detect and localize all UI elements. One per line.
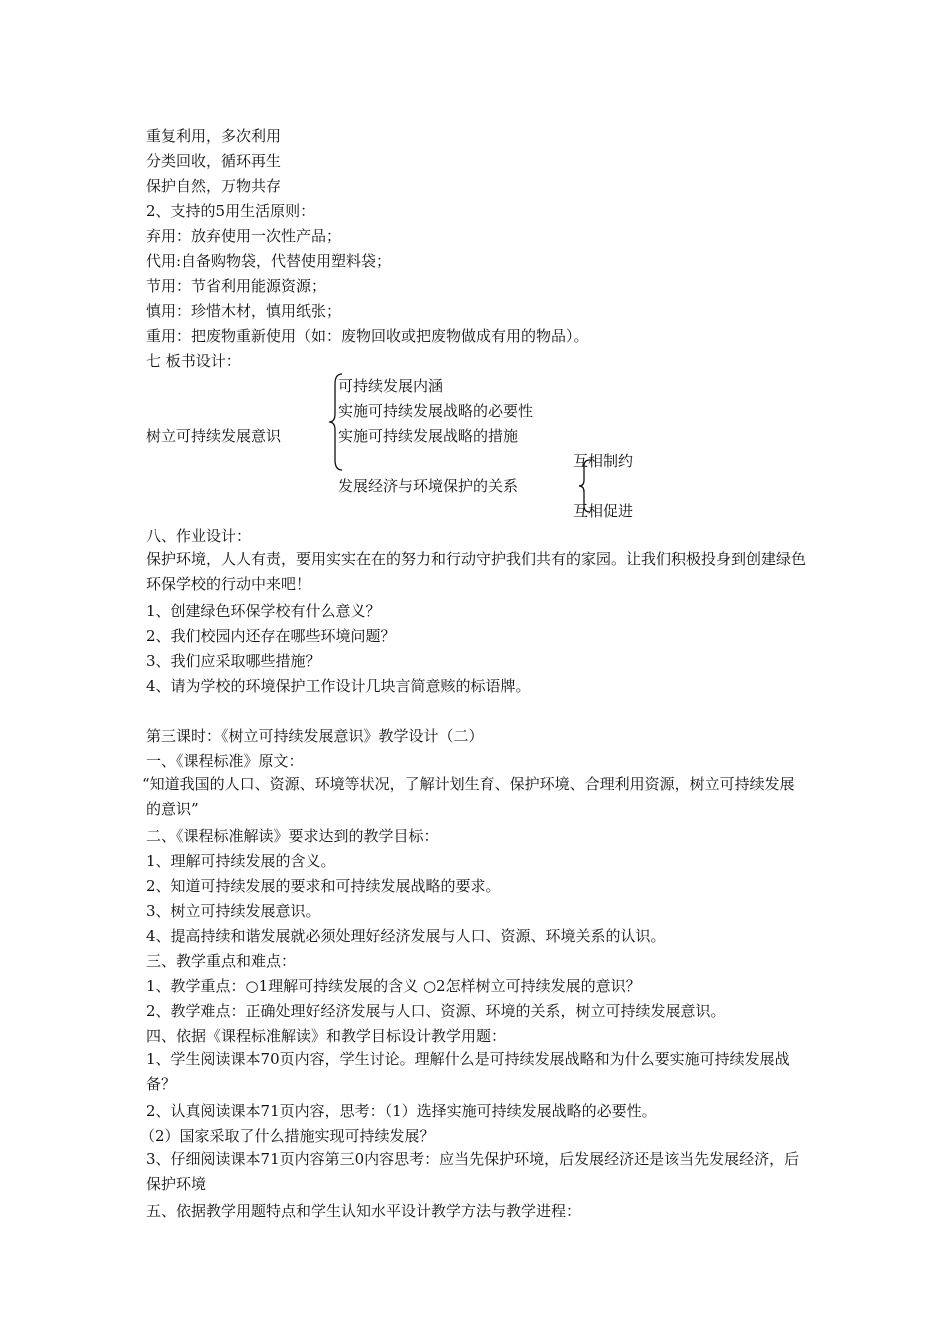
board-title: 七 板书设计：	[146, 352, 241, 370]
text-line: 分类回收，循环再生	[146, 152, 282, 170]
standard-quote: “知道我国的人口、资源、环境等状况，了解计划生育、保护环境、合理利用资源，树立可持续发展的意识”	[142, 775, 795, 818]
principle-item: 代用:自备购物袋，代替使用塑料袋；	[146, 252, 392, 270]
section-heading: 五、依据教学用题特点和学生认知水平设计教学方法与教学进程：	[146, 1202, 582, 1220]
homework-question: 2、我们校园内还存在哪些环境问题？	[146, 627, 396, 645]
task-item: 1、学生阅读课本70页内容，学生讨论。理解什么是可持续发展战略和为什么要实施可持续发展战备？	[146, 1050, 790, 1093]
homework-intro: 保护环境，人人有责，要用实实在在的努力和行动守护我们共有的家园。让我们积极投身到创建绿色环保学校的行动中来吧！	[146, 550, 807, 593]
task-item: （2）国家采取了什么措施实现可持续发展？	[140, 1127, 435, 1145]
principle-item: 弃用：放弃使用一次性产品；	[146, 227, 342, 245]
objective-item: 1、理解可持续发展的含义。	[146, 852, 336, 870]
homework-question: 1、创建绿色环保学校有什么意义？	[146, 602, 381, 620]
lesson-title: 第三课时：《树立可持续发展意识》教学设计（二）	[146, 727, 484, 745]
board-item: 可持续发展内涵	[338, 377, 444, 395]
board-item: 实施可持续发展战略的措施	[338, 427, 519, 445]
board-sub-item: 互相制约	[573, 452, 634, 470]
principle-item: 节用：节省利用能源资源；	[146, 277, 327, 295]
homework-question: 4、请为学校的环境保护工作设计几块言简意赅的标语牌。	[146, 677, 531, 695]
key-point-item: 2、教学难点：正确处理好经济发展与人口、资源、环境的关系，树立可持续发展意识。	[146, 1002, 726, 1020]
homework-title: 八、作业设计：	[146, 527, 252, 545]
objective-item: 4、提高持续和谐发展就必须处理好经济发展与人口、资源、环境关系的认识。	[146, 927, 666, 945]
objective-item: 3、树立可持续发展意识。	[146, 902, 321, 920]
board-sub-item: 互相促进	[573, 502, 634, 520]
homework-question: 3、我们应采取哪些措施？	[146, 652, 321, 670]
section-heading: 二、《课程标准解读》要求达到的教学目标：	[146, 827, 439, 845]
task-item: 3、仔细阅读课本71页内容第三0内容思考：应当先保护环境，后发展经济还是该当先发展经济，后保护环境	[146, 1150, 800, 1193]
section-heading: 一、《课程标准》原文：	[146, 752, 304, 770]
text-line: 保护自然，万物共存	[146, 177, 282, 195]
objective-item: 2、知道可持续发展的要求和可持续发展战略的要求。	[146, 877, 501, 895]
principles-title: 2、支持的5用生活原则：	[146, 202, 316, 220]
principle-item: 重用：把废物重新使用（如：废物回收或把废物做成有用的物品）。	[146, 327, 589, 345]
section-heading: 四、依据《课程标准解读》和教学目标设计教学用题：	[146, 1027, 507, 1045]
board-item: 发展经济与环境保护的关系	[338, 477, 519, 495]
text-line: 重复利用，多次利用	[146, 127, 282, 145]
board-item: 实施可持续发展战略的必要性	[338, 402, 534, 420]
section-heading: 三、教学重点和难点：	[146, 952, 297, 970]
board-main-topic: 树立可持续发展意识	[146, 427, 282, 445]
task-item: 2、认真阅读课本71页内容，思考：（1）选择实施可持续发展战略的必要性。	[146, 1102, 657, 1120]
key-point-item: 1、教学重点：○1理解可持续发展的含义 ○2怎样树立可持续发展的意识？	[146, 977, 641, 995]
principle-item: 慎用：珍惜木材，慎用纸张；	[146, 302, 342, 320]
